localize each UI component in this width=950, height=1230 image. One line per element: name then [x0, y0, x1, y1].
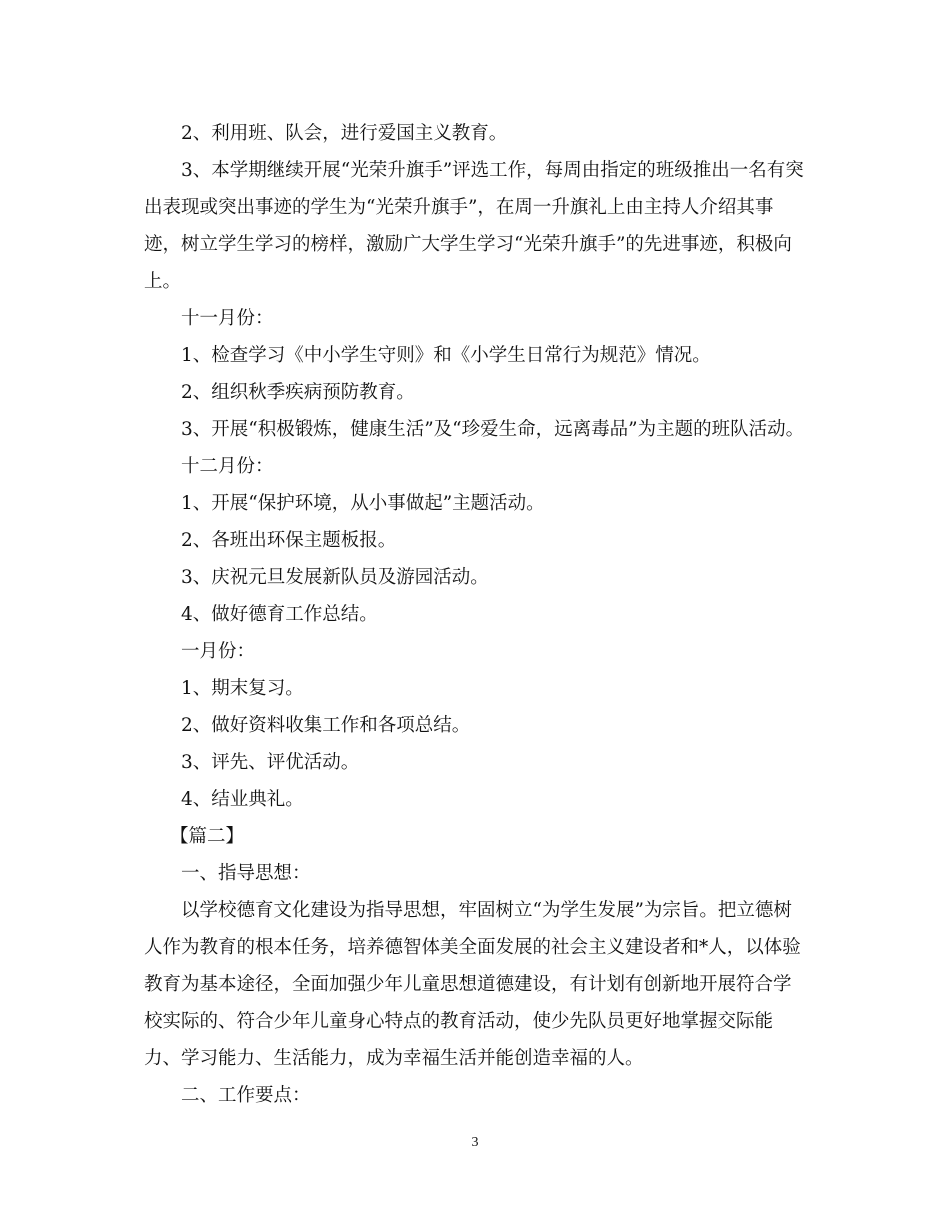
list-item: 2、各班出环保主题板报。 — [181, 530, 397, 551]
chapter-heading: 【篇二】 — [170, 826, 245, 847]
section-heading-january: 一月份： — [181, 641, 256, 662]
list-item: 2、做好资料收集工作和各项总结。 — [181, 715, 471, 736]
paragraph-line: 出表现或突出事迹的学生为“光荣升旗手”，在周一升旗礼上由主持人介绍其事 — [144, 197, 774, 218]
list-item: 3、开展“积极锻炼，健康生活”及“珍爱生命，远离毒品”为主题的班队活动。 — [181, 419, 805, 440]
section-heading-guiding-thought: 一、指导思想： — [181, 863, 311, 884]
paragraph-line: 人作为教育的根本任务，培养德智体美全面发展的社会主义建设者和*人，以体验 — [144, 937, 801, 958]
paragraph-guiding-thought — [144, 892, 816, 1077]
section-heading-work-points: 二、工作要点： — [181, 1085, 311, 1106]
section-heading-november: 十一月份： — [181, 308, 274, 329]
list-item: 1、开展“保护环境，从小事做起”主题活动。 — [181, 493, 545, 514]
paragraph-line: 3、本学期继续开展“光荣升旗手”评选工作，每周由指定的班级推出一名有突 — [181, 160, 804, 181]
paragraph-line: 校实际的、符合少年儿童身心特点的教育活动，使少先队员更好地掌握交际能 — [144, 1011, 774, 1032]
list-item: 2、组织秋季疾病预防教育。 — [181, 382, 415, 403]
paragraph-glory-flag-bearer — [144, 152, 816, 300]
list-item: 4、做好德育工作总结。 — [181, 604, 378, 625]
section-heading-december: 十二月份： — [181, 456, 274, 477]
paragraph-item-2: 2、利用班、队会，进行爱国主义教育。 — [181, 123, 508, 144]
paragraph-line: 上。 — [144, 271, 182, 292]
paragraph-line: 迹，树立学生学习的榜样，激励广大学生学习“光荣升旗手”的先进事迹，积极向 — [144, 234, 792, 255]
list-item: 3、庆祝元旦发展新队员及游园活动。 — [181, 567, 489, 588]
list-item: 4、结业典礼。 — [181, 789, 304, 810]
paragraph-line: 以学校德育文化建设为指导思想，牢固树立“为学生发展”为宗旨。把立德树 — [181, 900, 792, 921]
paragraph-line: 力、学习能力、生活能力，成为幸福生活并能创造幸福的人。 — [144, 1048, 644, 1069]
document-body — [144, 115, 816, 1114]
list-item: 1、期末复习。 — [181, 678, 304, 699]
list-item: 3、评先、评优活动。 — [181, 752, 360, 773]
list-item: 1、检查学习《中小学生守则》和《小学生日常行为规范》情况。 — [181, 345, 711, 366]
paragraph-line: 教育为基本途径，全面加强少年儿童思想道德建设，有计划有创新地开展符合学 — [144, 974, 792, 995]
page-number: 3 — [471, 1135, 479, 1150]
